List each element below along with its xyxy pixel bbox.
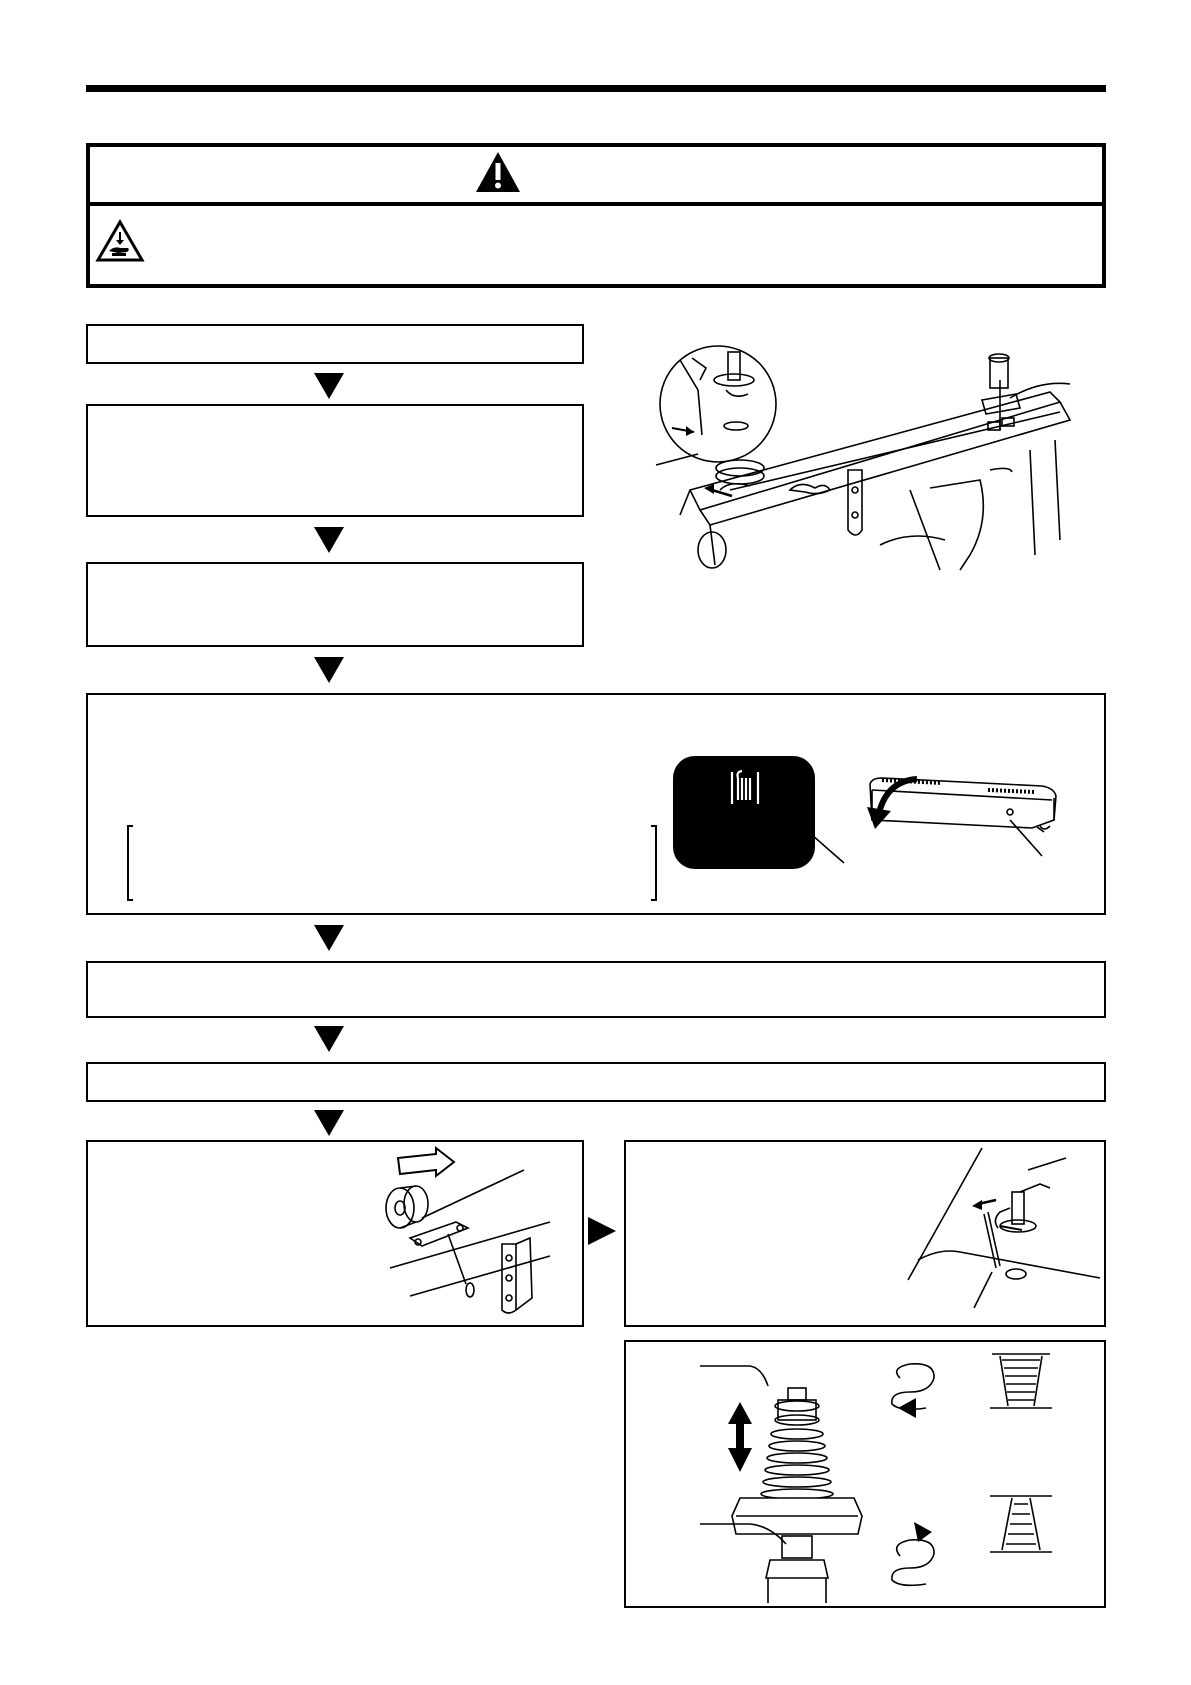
warning-triangle-icon [474,150,522,194]
step-arrow-4 [314,925,344,951]
pedal-leader-line [1010,820,1050,860]
note-bracket-left [127,825,133,901]
note-bracket-right [651,825,657,901]
winder-lever-illustration [900,1148,1100,1323]
caution-header-divider [90,202,1102,206]
step-arrow-3 [314,657,344,683]
hand-pinch-hazard-icon [96,220,144,262]
header-rule [86,85,1106,92]
key-leader-line [812,835,852,865]
winding-adjustment-illustration [690,1348,1090,1603]
step-3-box [86,562,584,647]
bobbin-removal-illustration [360,1148,580,1323]
bobbin-winding-key-icon [728,768,762,808]
next-step-arrow [588,1217,616,1245]
caution-box [86,143,1106,288]
detail-callout-circle [660,346,776,462]
pedal-press-arrow [865,773,925,833]
step-arrow-1 [314,373,344,399]
bobbin-winder-illustration [650,340,1090,580]
step-2-box [86,404,584,517]
step-arrow-5 [314,1026,344,1052]
step-arrow-6 [314,1110,344,1136]
step-1-box [86,324,584,364]
step-arrow-2 [314,527,344,553]
step-6-box [86,1062,1106,1102]
step-5-box [86,961,1106,1018]
